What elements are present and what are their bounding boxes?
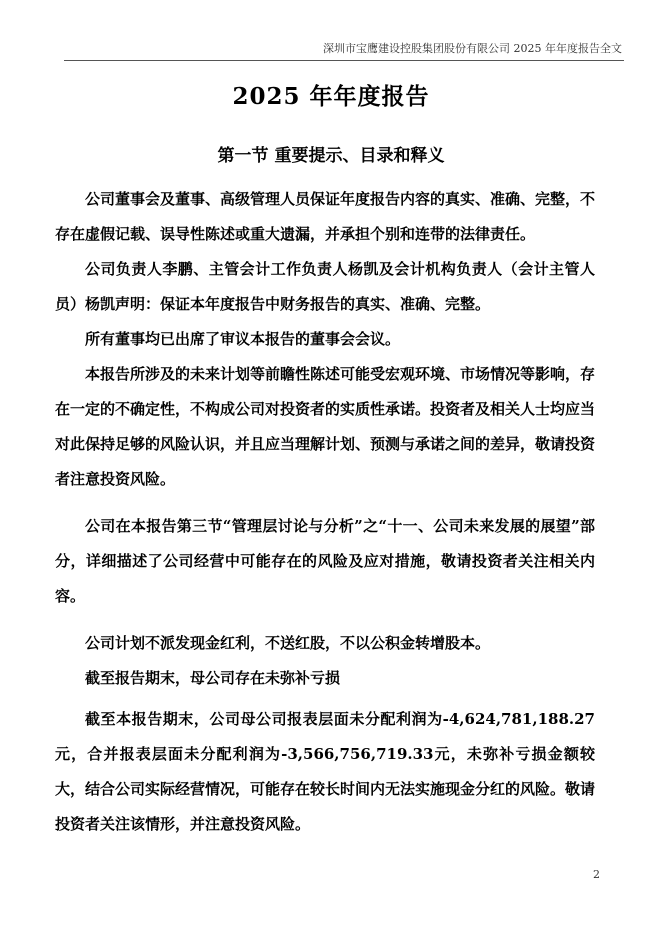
paragraph-uncovered-loss-detail: 截至本报告期末，公司母公司报表层面未分配利润为-4,624,781,188.27元，合并报表层面未分配利润为-3,566,756,719.33元，未弥补亏损金额较大，结合公司实际经营情况，可能存在较长时间内无法实施现金分红的风险。敬请投资者关注该情形，并注意投资风险。 bbox=[55, 710, 596, 833]
page-number: 2 bbox=[593, 868, 600, 881]
section-title: 第一节 重要提示、目录和释义 bbox=[217, 146, 445, 166]
header-divider bbox=[64, 60, 624, 61]
paragraph-uncovered-loss-heading: 截至报告期末，母公司存在未弥补亏损 bbox=[85, 669, 341, 687]
paragraph-board-attendance: 所有董事均已出席了审议本报告的董事会会议。 bbox=[85, 330, 401, 348]
paragraph-board-guarantee: 公司董事会及董事、高级管理人员保证年度报告内容的真实、准确、完整，不存在虚假记载、误导性陈述或重大遗漏，并承担个别和连带的法律责任。 bbox=[55, 190, 596, 243]
document-title: 2025 年年度报告 bbox=[232, 83, 430, 110]
paragraph-responsible-persons: 公司负责人李鹏、主管会计工作负责人杨凯及会计机构负责人（会计主管人员）杨凯声明：保证本年度报告中财务报告的真实、准确、完整。 bbox=[55, 260, 595, 313]
paragraph-forward-looking: 本报告所涉及的未来计划等前瞻性陈述可能受宏观环境、市场情况等影响，存在一定的不确定性，不构成公司对投资者的实质性承诺。投资者及相关人士均应当对此保持足够的风险认识，并且应当理解计划、预测与承诺之间的差异，敬请投资者注意投资风险。 bbox=[55, 365, 596, 488]
running-header: 深圳市宝鹰建设控股集团股份有限公司 2025 年年度报告全文 bbox=[323, 42, 622, 55]
paragraph-risk-reference: 公司在本报告第三节“管理层讨论与分析”之“十一、公司未来发展的展望”部分，详细描述了公司经营中可能存在的风险及应对措施，敬请投资者关注相关内容。 bbox=[55, 517, 595, 605]
document-body bbox=[55, 182, 595, 842]
paragraph-dividend-plan: 公司计划不派发现金红利，不送红股，不以公积金转增股本。 bbox=[85, 634, 491, 652]
